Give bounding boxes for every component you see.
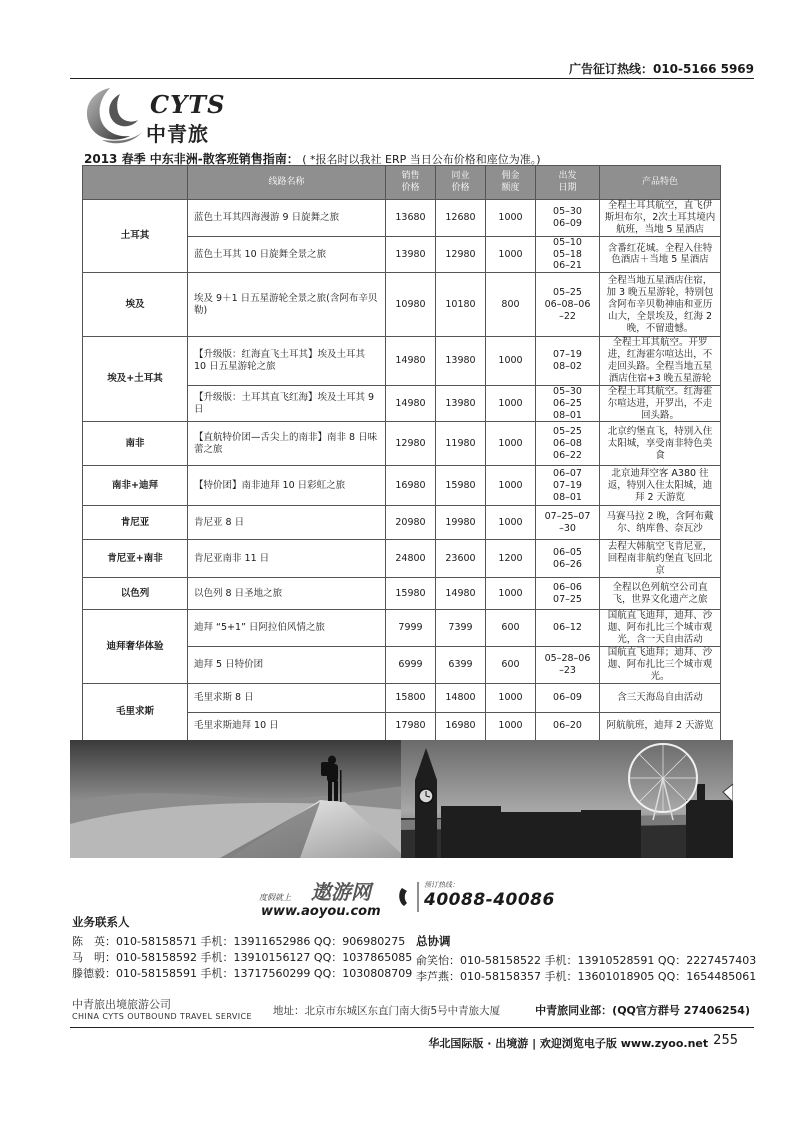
product-feature-cell: 含番红花城。全程入住特色酒店＋当地 5 星酒店 <box>600 236 721 273</box>
table-row <box>83 422 721 466</box>
departure-dates-cell: 06–12 <box>536 610 600 647</box>
departure-dates-cell: 05–25 06–08 06–22 <box>536 422 600 466</box>
booking-hotline <box>424 880 555 910</box>
column-header: 产品特色 <box>600 166 721 200</box>
phone-icon <box>398 882 420 916</box>
departure-dates-cell: 05–28–06 –23 <box>536 647 600 684</box>
aoyou-tagline: 度假就上 <box>259 893 291 902</box>
column-header: 销售 价格 <box>386 166 436 200</box>
route-name-cell: 【升级版：红海直飞土耳其】埃及土耳其 10 日五星游轮之旅 <box>188 337 386 386</box>
table-row <box>83 578 721 610</box>
product-feature-cell: 全程土耳其航空。红海霍尔喧达进，开罗出，不走回头路。 <box>600 385 721 422</box>
swirl-logo-icon <box>80 84 146 146</box>
trade-price-cell: 14800 <box>436 683 486 712</box>
destination-cell: 迪拜奢华体验 <box>83 610 188 683</box>
footer-text: 华北国际版 · 出境游 | 欢迎浏览电子版 www.zyoo.net <box>428 1037 709 1050</box>
sale-price-cell: 24800 <box>386 540 436 578</box>
sale-price-cell: 7999 <box>386 610 436 647</box>
product-feature-cell: 全程当地五星酒店住宿，加 3 晚五星游轮，特别包含阿布辛贝勒神庙和亚历山大，全景埃及，红海 2 晚，不留遗憾。 <box>600 273 721 337</box>
commission-cell: 1000 <box>486 422 536 466</box>
commission-cell: 1000 <box>486 712 536 740</box>
route-name-cell: 【特价团】南非迪拜 10 日彩虹之旅 <box>188 466 386 506</box>
contact-row: 马 明：010-58158592 手机：13910156127 QQ：1037865085 <box>72 951 413 964</box>
sale-price-cell: 10980 <box>386 273 436 337</box>
column-header: 线路名称 <box>188 166 386 200</box>
destination-cell: 埃及+土耳其 <box>83 337 188 422</box>
commission-cell: 1000 <box>486 506 536 540</box>
trade-price-cell: 10180 <box>436 273 486 337</box>
column-header: 佣金 额度 <box>486 166 536 200</box>
bottom-divider <box>70 1027 754 1028</box>
sale-price-cell: 15800 <box>386 683 436 712</box>
table-row <box>83 466 721 506</box>
departure-dates-cell: 06–07 07–19 08–01 <box>536 466 600 506</box>
trade-price-cell: 11980 <box>436 422 486 466</box>
ad-hotline: 广告征订热线：010-5166 5969 <box>568 62 754 76</box>
commission-cell: 600 <box>486 610 536 647</box>
product-feature-cell: 北京迪拜空客 A380 往返，特别入住太阳城，迪拜 2 天游览 <box>600 466 721 506</box>
booking-hotline-number: 40088-40086 <box>424 890 555 910</box>
sale-price-cell: 6999 <box>386 647 436 684</box>
sale-price-cell: 15980 <box>386 578 436 610</box>
departure-dates-cell: 07–25–07 –30 <box>536 506 600 540</box>
product-feature-cell: 去程大韩航空飞肯尼亚，回程南非航约堡直飞回北京 <box>600 540 721 578</box>
route-name-cell: 埃及 9＋1 日五星游轮全景之旅(含阿布辛贝勒) <box>188 273 386 337</box>
table-row <box>83 610 721 647</box>
coordinator-contacts <box>416 933 756 984</box>
destination-cell: 毛里求斯 <box>83 683 188 740</box>
desert-hiker-photo <box>70 740 406 858</box>
destination-cell: 埃及 <box>83 273 188 337</box>
route-name-cell: 以色列 8 日圣地之旅 <box>188 578 386 610</box>
table-row <box>83 337 721 386</box>
commission-cell: 1000 <box>486 337 536 386</box>
trade-price-cell: 15980 <box>436 466 486 506</box>
company-name-en: CHINA CYTS OUTBOUND TRAVEL SERVICE <box>72 1012 252 1021</box>
route-name-cell: 蓝色土耳其四海漫游 9 日旋舞之旅 <box>188 200 386 237</box>
departure-dates-cell: 05–30 06–25 08–01 <box>536 385 600 422</box>
table-row <box>83 273 721 337</box>
route-name-cell: 毛里求斯 8 日 <box>188 683 386 712</box>
brand-chinese: 中青旅 <box>146 122 209 146</box>
product-feature-cell: 国航直飞迪拜；迪拜、沙迦、阿布扎比三个城市观光。 <box>600 647 721 684</box>
company-name-cn: 中青旅出境旅游公司 <box>72 998 171 1011</box>
page-number: 255 <box>713 1033 738 1048</box>
commission-cell: 1000 <box>486 200 536 237</box>
commission-cell: 1200 <box>486 540 536 578</box>
qq-group: 中青旅同业部：(QQ官方群号 27406254) <box>535 1004 750 1017</box>
aoyou-url[interactable]: www.aoyou.com <box>261 904 381 919</box>
contact-row: 陈 英：010-58158571 手机：13911652986 QQ：906980275 <box>72 935 406 948</box>
sale-price-cell: 17980 <box>386 712 436 740</box>
trade-price-cell: 16980 <box>436 712 486 740</box>
commission-cell: 600 <box>486 647 536 684</box>
company-name <box>72 996 252 1021</box>
guide-title-main: 2013 春季 中东非洲-散客班销售指南： <box>84 152 299 166</box>
product-feature-cell: 全程以色列航空公司直飞，世界文化遗产之旅 <box>600 578 721 610</box>
product-feature-cell: 马赛马拉 2 晚，含阿布戴尔、纳库鲁、奈瓦沙 <box>600 506 721 540</box>
trade-price-cell: 12680 <box>436 200 486 237</box>
sales-contacts-heading: 业务联系人 <box>72 915 130 929</box>
sale-price-cell: 20980 <box>386 506 436 540</box>
product-feature-cell: 北京约堡直飞，特别入住太阳城，享受南非特色美食 <box>600 422 721 466</box>
commission-cell: 800 <box>486 273 536 337</box>
product-feature-cell: 全程土耳其航空。开罗进，红海霍尔喧达出，不走回头路。全程当地五星酒店住宿+3 晚五星游轮 <box>600 337 721 386</box>
route-name-cell: 迪拜 5 日特价团 <box>188 647 386 684</box>
table-row <box>83 506 721 540</box>
trade-price-cell: 13980 <box>436 385 486 422</box>
column-header: 出发 日期 <box>536 166 600 200</box>
table-row <box>83 540 721 578</box>
aoyou-logo-text: 遨游网 <box>311 880 371 904</box>
departure-dates-cell: 06–09 <box>536 683 600 712</box>
coordinator-heading: 总协调 <box>416 934 451 948</box>
route-name-cell: 肯尼亚南非 11 日 <box>188 540 386 578</box>
trade-price-cell: 12980 <box>436 236 486 273</box>
commission-cell: 1000 <box>486 578 536 610</box>
sale-price-cell: 14980 <box>386 385 436 422</box>
destination-cell: 肯尼亚+南非 <box>83 540 188 578</box>
table-row <box>83 683 721 712</box>
trade-price-cell: 6399 <box>436 647 486 684</box>
departure-dates-cell: 06–20 <box>536 712 600 740</box>
sales-contacts <box>72 914 412 981</box>
company-address: 地址：北京市东城区东直门南大街5号中青旅大厦 <box>273 1005 501 1017</box>
departure-dates-cell: 05–30 06–09 <box>536 200 600 237</box>
page-footer <box>428 1035 738 1051</box>
contact-row: 滕德毅：010-58158591 手机：13717560299 QQ：1030808709 <box>72 967 413 980</box>
route-name-cell: 肯尼亚 8 日 <box>188 506 386 540</box>
route-name-cell: 蓝色土耳其 10 日旋舞全景之旅 <box>188 236 386 273</box>
table-body <box>83 200 721 741</box>
product-feature-cell: 含三天海岛自由活动 <box>600 683 721 712</box>
departure-dates-cell: 05–10 05–18 06–21 <box>536 236 600 273</box>
guide-title-note: ( *报名时以我社 ERP 当日公布价格和座位为准。) <box>302 153 541 166</box>
trade-price-cell: 23600 <box>436 540 486 578</box>
product-feature-cell: 国航直飞迪拜，迪拜、沙迦、阿布扎比三个城市观光，含一天自由活动 <box>600 610 721 647</box>
route-name-cell: 毛里求斯迪拜 10 日 <box>188 712 386 740</box>
column-header <box>83 166 188 200</box>
trade-price-cell: 19980 <box>436 506 486 540</box>
trade-price-cell: 7399 <box>436 610 486 647</box>
trade-price-cell: 13980 <box>436 337 486 386</box>
london-skyline-photo <box>401 740 733 858</box>
sale-price-cell: 16980 <box>386 466 436 506</box>
brand-english: CYTS <box>150 90 226 119</box>
route-name-cell: 【直航特价团—舌尖上的南非】南非 8 日味蕾之旅 <box>188 422 386 466</box>
commission-cell: 1000 <box>486 236 536 273</box>
destination-cell: 肯尼亚 <box>83 506 188 540</box>
table-row <box>83 200 721 237</box>
cyts-logo <box>80 84 230 148</box>
product-feature-cell: 阿航航班，迪拜 2 天游览 <box>600 712 721 740</box>
contact-row: 俞笑怡：010-58158522 手机：13910528591 QQ：2227457403 <box>416 954 757 967</box>
departure-dates-cell: 06–05 06–26 <box>536 540 600 578</box>
departure-dates-cell: 07–19 08–02 <box>536 337 600 386</box>
departure-dates-cell: 05–25 06–08–06 –22 <box>536 273 600 337</box>
sale-price-cell: 13980 <box>386 236 436 273</box>
top-divider <box>70 78 754 79</box>
sale-price-cell: 13680 <box>386 200 436 237</box>
sale-price-cell: 14980 <box>386 337 436 386</box>
destination-cell: 以色列 <box>83 578 188 610</box>
trade-price-cell: 14980 <box>436 578 486 610</box>
destination-cell: 南非+迪拜 <box>83 466 188 506</box>
booking-hotline-label: 预订热线： <box>424 881 459 889</box>
route-name-cell: 迪拜 “5+1” 日阿拉伯风情之旅 <box>188 610 386 647</box>
product-feature-cell: 全程土耳其航空，直飞伊斯坦布尔，2次土耳其境内航班，当地 5 星酒店 <box>600 200 721 237</box>
table-header-row <box>83 166 721 200</box>
route-name-cell: 【升级版：土耳其直飞红海】埃及土耳其 9 日 <box>188 385 386 422</box>
contact-row: 李芦燕：010-58158357 手机：13601018905 QQ：1654485061 <box>416 970 757 983</box>
commission-cell: 1000 <box>486 385 536 422</box>
destination-cell: 南非 <box>83 422 188 466</box>
commission-cell: 1000 <box>486 466 536 506</box>
departure-dates-cell: 06–06 07–25 <box>536 578 600 610</box>
commission-cell: 1000 <box>486 683 536 712</box>
price-table <box>82 165 721 741</box>
destination-cell: 土耳其 <box>83 200 188 273</box>
column-header: 同业 价格 <box>436 166 486 200</box>
sale-price-cell: 12980 <box>386 422 436 466</box>
